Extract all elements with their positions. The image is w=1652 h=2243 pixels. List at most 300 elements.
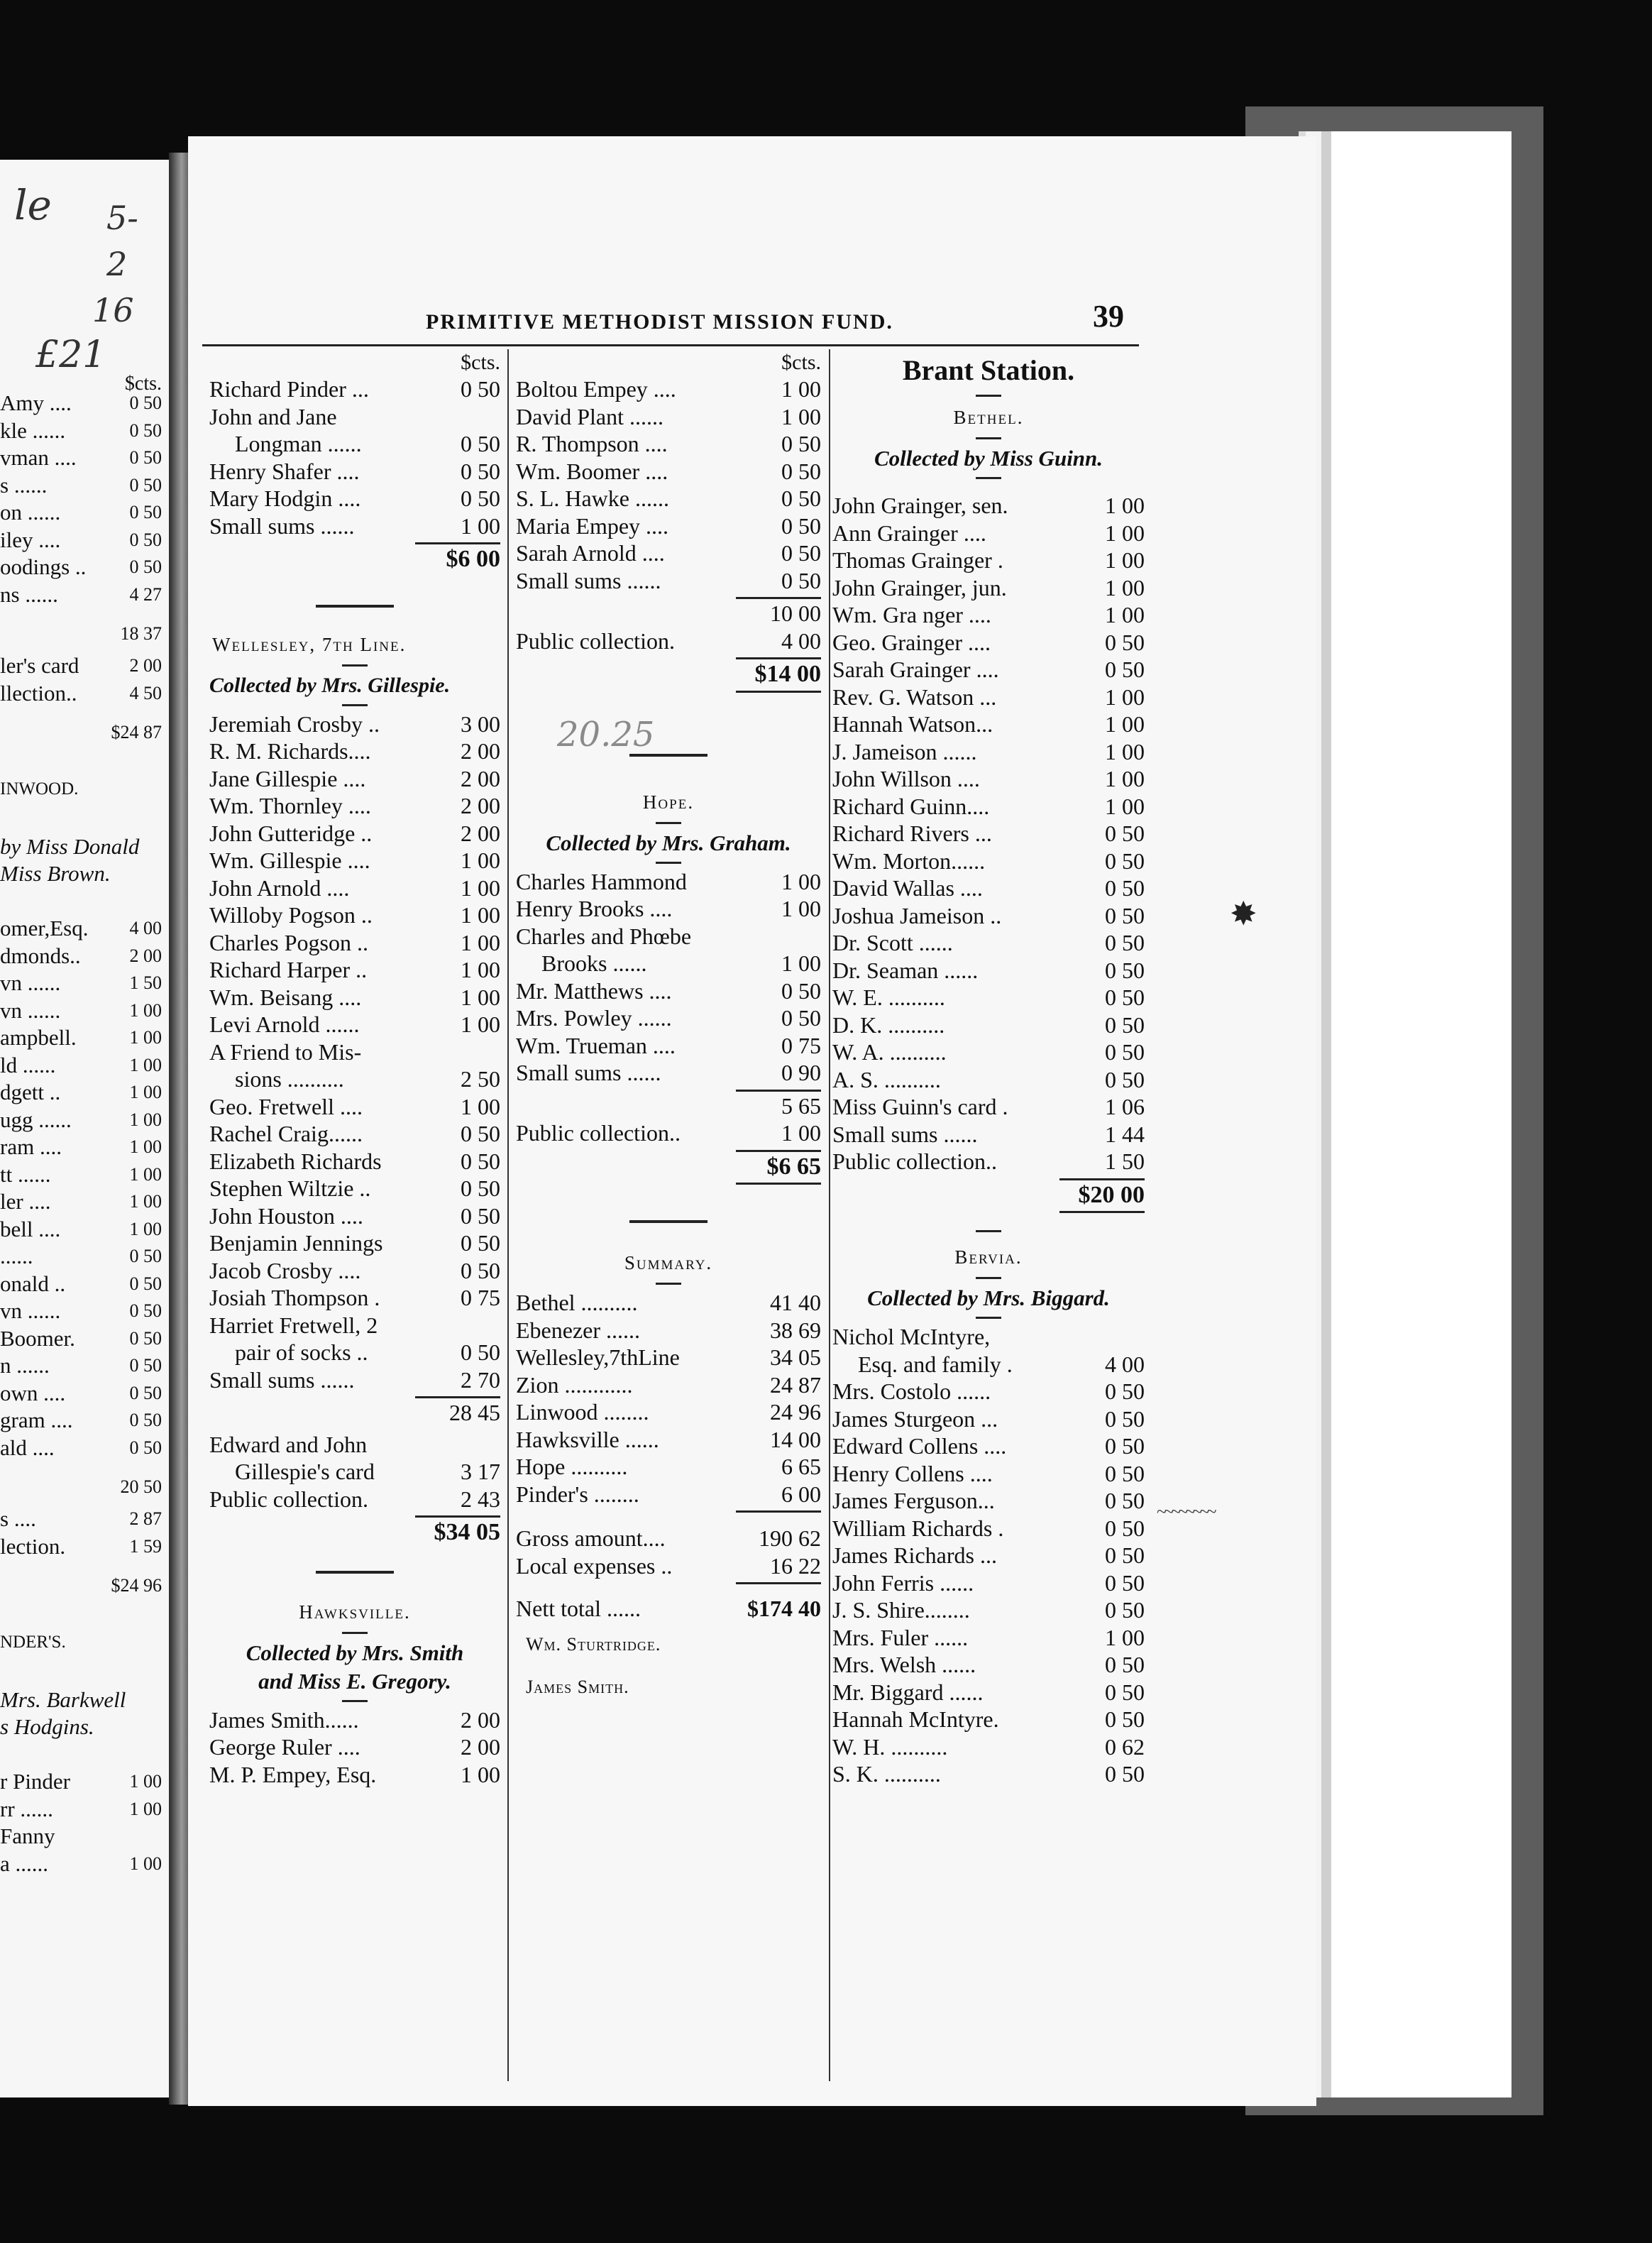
left-entry-text: on ......	[0, 500, 61, 525]
entry-name: Mr. Biggard ......	[832, 1679, 984, 1705]
entry-name: Linwood ........	[516, 1399, 649, 1425]
subscriber-row	[209, 1285, 500, 1312]
left-entry-text: dmonds..	[0, 943, 81, 968]
subscriber-row	[516, 1060, 821, 1087]
left-page-row	[0, 708, 162, 752]
entry-amount: 6 65	[781, 1454, 821, 1479]
top-list	[516, 376, 821, 595]
left-page-row	[0, 1353, 162, 1381]
pencil-scribble: ~~~~~~~~	[1157, 1501, 1214, 1522]
left-entry-text: Miss Brown.	[0, 861, 111, 886]
entry-name: Joshua Jameison ..	[832, 902, 1002, 928]
bervia-collector: Collected by Mrs. Biggard.	[867, 1285, 1110, 1310]
left-entry-text: s Hodgins.	[0, 1714, 94, 1739]
rule	[209, 1513, 500, 1519]
left-page-row	[0, 806, 162, 834]
entry-name: Ebenezer ......	[516, 1317, 641, 1343]
entry-name: W. A. ..........	[832, 1039, 947, 1065]
entry-amount: 0 50	[781, 1005, 821, 1031]
entry-name: Small sums ......	[209, 512, 355, 539]
left-page-row	[0, 916, 162, 943]
dash	[832, 473, 1145, 484]
left-entry-text: Amy ....	[0, 390, 72, 415]
subscriber-row	[209, 1011, 500, 1039]
left-page-row	[0, 1714, 162, 1742]
entry-amount: 0 50	[781, 540, 821, 566]
left-entry-value: 1 00	[129, 1054, 162, 1075]
left-page-row	[0, 1162, 162, 1190]
entry-amount: 6 00	[781, 1481, 821, 1507]
wellesley-collector: Collected by Mrs. Gillespie.	[209, 673, 451, 697]
left-page-row	[0, 609, 162, 653]
subscriber-row	[209, 1230, 500, 1258]
handwritten-note-3: 2	[106, 245, 128, 283]
handwritten-note-2: 5-	[106, 199, 138, 237]
left-page-row	[0, 861, 162, 889]
left-entry-text: ampbell.	[0, 1025, 77, 1050]
entry-name: Wellesley,7thLine	[516, 1344, 680, 1370]
entry-amount: 1 00	[1105, 547, 1145, 573]
entry-name: W. H. ..........	[832, 1733, 948, 1760]
entry-name: Wm. Morton......	[832, 848, 986, 874]
entry-amount: 1 00	[781, 896, 821, 921]
entry-name: Levi Arnold ......	[209, 1011, 360, 1037]
left-page-row	[0, 681, 162, 708]
entry-amount: 1 00	[1105, 738, 1145, 764]
entry-amount: 2 00	[461, 765, 500, 791]
left-page-row	[0, 445, 162, 473]
subscriber-row	[209, 766, 500, 794]
entry-amount: 2 43	[461, 1486, 500, 1512]
entry-amount: 0 50	[1105, 1761, 1145, 1787]
entry-amount: 0 50	[1105, 1039, 1145, 1065]
entry-amount: 1 00	[461, 902, 500, 928]
subscriber-row	[832, 630, 1145, 657]
left-page-row	[0, 1824, 162, 1851]
subscriber-row	[516, 486, 821, 513]
subscriber-row	[832, 903, 1145, 931]
entry-name: Boltou Empey ....	[516, 376, 676, 402]
section-rule	[516, 744, 821, 765]
column-divider-2	[829, 349, 830, 2081]
entry-name: David Plant ......	[516, 403, 663, 429]
section-rule	[209, 1561, 500, 1582]
entry-amount: 0 50	[1105, 1011, 1145, 1038]
entry-name: Sarah Arnold ....	[516, 540, 665, 566]
entry-name: George Ruler ....	[209, 1734, 360, 1760]
left-entry-value: 0 50	[129, 447, 162, 468]
entry-amount: 1 00	[461, 929, 500, 955]
entry-name: James Ferguson...	[832, 1488, 995, 1513]
entry-name: John Grainger, jun.	[832, 574, 1007, 600]
entry-amount: 0 75	[781, 1032, 821, 1058]
column-1	[209, 351, 500, 1789]
subscriber-row	[209, 1432, 500, 1459]
local-expenses: Local expenses .. 16 22	[516, 1552, 821, 1579]
subscriber-row	[209, 431, 500, 459]
entry-name: Longman ......	[235, 431, 362, 456]
left-page-row	[0, 1742, 162, 1770]
hawksville-title: Hawksville.	[299, 1601, 411, 1623]
left-page-row	[0, 1381, 162, 1408]
left-page-row	[0, 1244, 162, 1271]
subscriber-row	[832, 930, 1145, 958]
entry-amount: 1 00	[1105, 493, 1145, 518]
left-page-row	[0, 1107, 162, 1135]
entry-name: Hannah McIntyre.	[832, 1706, 999, 1732]
summary-row	[516, 1454, 821, 1481]
entry-amount: 0 50	[1105, 875, 1145, 901]
entry-name: Hawksville ......	[516, 1426, 659, 1452]
entry-name: Brooks ......	[541, 950, 647, 976]
dash	[832, 1226, 1145, 1237]
subscriber-row	[516, 540, 821, 568]
entry-amount: 0 50	[781, 567, 821, 593]
left-page-row	[0, 1408, 162, 1435]
subscriber-row	[209, 1066, 500, 1094]
left-entry-value: 18 37	[120, 623, 162, 644]
subscriber-row	[209, 711, 500, 739]
left-entry-text: n ......	[0, 1353, 50, 1378]
entry-name: S. K. ..........	[832, 1761, 941, 1787]
subscriber-row	[832, 520, 1145, 548]
entry-name: Mrs. Costolo ......	[832, 1378, 991, 1404]
entry-name: W. E. ..........	[832, 985, 945, 1010]
subscriber-row	[209, 1148, 500, 1176]
left-page-row	[0, 418, 162, 446]
entry-name: Charles Pogson ..	[209, 929, 368, 955]
left-entry-text: Mrs. Barkwell	[0, 1687, 126, 1712]
entry-amount: 2 00	[461, 738, 500, 764]
subscriber-row	[832, 794, 1145, 821]
entry-name: Maria Empey ....	[516, 512, 669, 539]
left-entry-value: 1 00	[129, 999, 162, 1021]
gross-amount: Gross amount.... 190 62	[516, 1525, 821, 1551]
entry-name: John Gutteridge ..	[209, 820, 373, 846]
entry-name: Small sums ......	[516, 567, 661, 593]
entry-amount: 4 00	[1105, 1351, 1145, 1377]
entry-amount: 1 00	[1105, 684, 1145, 710]
left-entry-value: 0 50	[129, 1382, 162, 1403]
entry-name: Small sums ......	[832, 1121, 978, 1147]
page-edges	[1299, 131, 1511, 2097]
entry-amount: 0 50	[1105, 629, 1145, 655]
entry-name: Henry Brooks ....	[516, 896, 673, 921]
entry-amount: 0 50	[461, 458, 500, 484]
entry-name: Esq. and family .	[858, 1351, 1013, 1377]
left-entry-value: 1 00	[129, 1798, 162, 1819]
entry-amount: 0 50	[461, 1202, 500, 1229]
left-page-row	[0, 1605, 162, 1633]
entry-name: Richard Harper ..	[209, 957, 368, 982]
left-entry-value: 0 50	[129, 1410, 162, 1430]
entry-amount: 1 50	[1105, 1148, 1145, 1174]
left-page-row	[0, 1462, 162, 1506]
dash	[209, 1696, 500, 1707]
left-entry-value: 0 50	[129, 1246, 162, 1266]
entry-amount: 2 00	[461, 820, 500, 846]
left-page-row	[0, 1025, 162, 1053]
subscriber-row	[516, 896, 821, 923]
entry-name: S. L. Hawke ......	[516, 486, 669, 511]
subscriber-row	[516, 431, 821, 459]
wellesley-list	[209, 711, 500, 1395]
entry-amount: 1 06	[1105, 1094, 1145, 1119]
rule	[209, 540, 500, 546]
left-entry-value: 0 50	[129, 556, 162, 577]
left-entry-value: 1 00	[129, 1771, 162, 1792]
summary-row	[516, 1317, 821, 1345]
book-gutter	[169, 153, 190, 2105]
subscriber-row	[209, 1762, 500, 1789]
entry-amount: 0 50	[781, 512, 821, 539]
entry-name: Zion ............	[516, 1371, 633, 1398]
subscriber-row	[832, 493, 1145, 520]
subscriber-row	[832, 1406, 1145, 1434]
left-page-row	[0, 1326, 162, 1354]
entry-name: J. S. Shire........	[832, 1597, 970, 1623]
subscriber-row	[516, 978, 821, 1006]
entry-amount: 1 00	[1105, 520, 1145, 546]
ink-smudge: ✸	[1230, 896, 1257, 932]
left-entry-value: 4 27	[129, 583, 162, 605]
entry-amount: 1 00	[1105, 793, 1145, 819]
entry-amount: 0 50	[1105, 902, 1145, 928]
entry-name: John and Jane	[209, 403, 337, 429]
left-page-row	[0, 943, 162, 971]
entry-name: D. K. ..........	[832, 1011, 945, 1038]
entry-amount: 1 00	[1105, 766, 1145, 791]
subscriber-row	[209, 459, 500, 486]
left-entry-text: Fanny	[0, 1824, 55, 1848]
left-entry-value: $24 87	[111, 722, 162, 742]
subscriber-row	[832, 602, 1145, 630]
entry-name: Ann Grainger ....	[832, 520, 986, 546]
subscriber-row	[209, 821, 500, 848]
subscriber-row	[209, 1339, 500, 1367]
left-entry-text: ......	[0, 1244, 33, 1268]
entry-amount: 2 50	[461, 1066, 500, 1092]
pinder-list	[209, 376, 500, 540]
subscriber-row	[209, 957, 500, 985]
hope-list	[516, 869, 821, 1087]
entry-amount: 1 00	[461, 848, 500, 873]
cts-header-1: $cts.	[461, 351, 500, 374]
left-page-row	[0, 998, 162, 1026]
subscriber-row	[832, 1542, 1145, 1570]
left-entry-value: 1 50	[129, 972, 162, 993]
left-entry-text: ram ....	[0, 1134, 62, 1159]
subscriber-row	[209, 793, 500, 821]
entry-amount: 1 00	[781, 868, 821, 894]
subscriber-row	[832, 1039, 1145, 1067]
entry-name: Nichol McIntyre,	[832, 1324, 991, 1349]
entry-amount: 0 50	[1105, 985, 1145, 1010]
left-page-row	[0, 1435, 162, 1463]
rule	[516, 1508, 821, 1514]
rule	[832, 1176, 1145, 1182]
subscriber-row	[832, 1625, 1145, 1652]
entry-name: John Ferris ......	[832, 1569, 974, 1596]
left-entry-value: 1 00	[129, 1109, 162, 1130]
left-page-row	[0, 554, 162, 582]
subscriber-row	[209, 1258, 500, 1285]
wellesley-subtotal: 28 45	[449, 1400, 500, 1425]
left-entry-text: lection.	[0, 1533, 66, 1559]
subscriber-row	[832, 1679, 1145, 1707]
hawksville-collector-2: and Miss E. Gregory.	[258, 1668, 451, 1694]
entry-name: Richard Guinn....	[832, 793, 990, 819]
cts-header-2: $cts.	[781, 351, 821, 374]
entry-name: Mrs. Fuler ......	[832, 1624, 969, 1650]
entry-name: John Grainger, sen.	[832, 493, 1008, 518]
left-entry-value: 1 59	[129, 1535, 162, 1557]
left-page-row	[0, 1506, 162, 1534]
entry-name: Mrs. Welsh ......	[832, 1652, 976, 1677]
left-entry-value: 0 50	[129, 419, 162, 441]
entry-name: Mrs. Powley ......	[516, 1005, 672, 1031]
column-divider-1	[507, 349, 509, 2081]
entry-name: Edward and John	[209, 1431, 368, 1457]
left-entry-text: gram ....	[0, 1408, 73, 1432]
entry-name: Josiah Thompson .	[209, 1285, 380, 1310]
subscriber-row	[832, 985, 1145, 1012]
subscriber-row	[832, 821, 1145, 848]
entry-amount: 0 50	[1105, 1515, 1145, 1541]
entry-amount: 0 50	[461, 486, 500, 511]
left-page-row	[0, 1561, 162, 1605]
left-entry-text: INWOOD.	[0, 779, 79, 799]
entry-name: John Willson ....	[832, 766, 980, 791]
left-entry-value: 2 00	[129, 655, 162, 676]
entry-amount: 1 00	[461, 984, 500, 1010]
hope-collector: Collected by Mrs. Graham.	[546, 830, 791, 855]
subscriber-row	[516, 869, 821, 896]
entry-amount: 3 17	[461, 1459, 500, 1484]
subscriber-row	[832, 657, 1145, 684]
entry-amount: 1 00	[461, 1093, 500, 1119]
subscriber-row	[832, 1148, 1145, 1176]
entry-amount: 1 00	[461, 1011, 500, 1037]
entry-amount: 1 00	[461, 512, 500, 539]
left-page-row	[0, 1687, 162, 1715]
left-page-row	[0, 1053, 162, 1080]
entry-amount: 1 00	[781, 403, 821, 429]
left-entry-value: 4 00	[129, 918, 162, 938]
entry-name: Benjamin Jennings	[209, 1230, 383, 1256]
left-entry-text: ald ....	[0, 1435, 55, 1460]
entry-name: Stephen Wiltzie ..	[209, 1175, 371, 1201]
subscriber-row	[516, 950, 821, 978]
entry-name: James Sturgeon ...	[832, 1405, 998, 1432]
subscriber-row	[832, 684, 1145, 712]
left-entry-text: by Miss Donald	[0, 833, 140, 859]
entry-name: Henry Collens ....	[832, 1460, 993, 1486]
entry-amount: 0 50	[781, 977, 821, 1004]
entry-name: Henry Shafer ....	[209, 458, 360, 484]
subscriber-row	[832, 766, 1145, 794]
subscriber-row	[832, 547, 1145, 575]
entry-name: Small sums ......	[209, 1366, 355, 1393]
left-entry-value: 0 50	[129, 1300, 162, 1321]
bethel-collector: Collected by Miss Guinn.	[874, 446, 1103, 471]
column-2	[516, 351, 821, 1709]
subscriber-row	[209, 1039, 500, 1067]
entry-name: Charles and Phœbe	[516, 923, 692, 949]
left-entry-text: Boomer.	[0, 1325, 75, 1351]
left-entry-value: 2 87	[129, 1508, 162, 1529]
hope-total: $6 65	[766, 1153, 821, 1180]
left-entry-text: bell ....	[0, 1216, 61, 1241]
entry-amount: 38 69	[770, 1317, 821, 1343]
entry-amount: 0 50	[781, 458, 821, 484]
column-3	[832, 351, 1145, 1789]
left-entry-value: 0 50	[129, 393, 162, 413]
entry-name: John Arnold ....	[209, 874, 350, 901]
subscriber-row	[209, 1175, 500, 1203]
entry-amount: 34 05	[770, 1344, 821, 1370]
left-entry-text: vn ......	[0, 1298, 61, 1323]
rule	[516, 1148, 821, 1153]
subscriber-row	[209, 1203, 500, 1231]
entry-name: Wm. Beisang ....	[209, 984, 362, 1010]
left-entry-text: s ......	[0, 472, 48, 498]
left-entry-text: oodings ..	[0, 554, 87, 579]
entry-amount: 0 50	[1105, 848, 1145, 874]
top-public-collection: Public collection. 4 00	[516, 627, 821, 654]
left-page-row	[0, 527, 162, 555]
wellesley-after-list	[209, 1432, 500, 1514]
left-entry-text: vman ....	[0, 445, 77, 470]
entry-amount: 14 00	[770, 1426, 821, 1452]
station-title: Brant Station.	[902, 354, 1075, 386]
hawksville-collector-1: Collected by Mrs. Smith	[246, 1640, 464, 1665]
entry-amount: 0 50	[1105, 1542, 1145, 1568]
hope-subtotal: 5 65	[781, 1092, 821, 1119]
entry-name: Sarah Grainger ....	[832, 657, 999, 682]
entry-amount: 0 50	[1105, 1679, 1145, 1705]
subscriber-row	[832, 1378, 1145, 1406]
entry-name: David Wallas ....	[832, 875, 983, 901]
subscriber-row	[832, 739, 1145, 767]
left-page-row	[0, 1769, 162, 1797]
left-entry-value: 1 00	[129, 1191, 162, 1212]
subscriber-row	[209, 738, 500, 766]
left-entry-text: vn ......	[0, 970, 61, 995]
left-page-row	[0, 653, 162, 681]
subscriber-row	[516, 923, 821, 951]
left-entry-value: 1 00	[129, 1027, 162, 1048]
left-entry-text: ns ......	[0, 581, 58, 607]
entry-name: Richard Pinder ...	[209, 376, 369, 402]
left-entry-text: llection..	[0, 680, 77, 706]
subscriber-row	[832, 958, 1145, 985]
entry-name: Wm. Gra nger ....	[832, 602, 991, 627]
entry-name: pair of socks ..	[235, 1339, 368, 1365]
subscriber-row	[832, 848, 1145, 876]
subscriber-row	[832, 1761, 1145, 1789]
left-entry-text: ugg ......	[0, 1107, 72, 1132]
left-entry-text: s ....	[0, 1506, 36, 1531]
entry-name: Rachel Craig......	[209, 1121, 363, 1146]
subscriber-row	[209, 902, 500, 930]
entry-name: Jacob Crosby ....	[209, 1257, 361, 1283]
left-entry-value: 4 50	[129, 682, 162, 703]
entry-name: Public collection..	[832, 1148, 997, 1174]
subscriber-row	[516, 1005, 821, 1033]
left-entry-value: 0 50	[129, 1327, 162, 1349]
rule	[832, 1209, 1145, 1214]
